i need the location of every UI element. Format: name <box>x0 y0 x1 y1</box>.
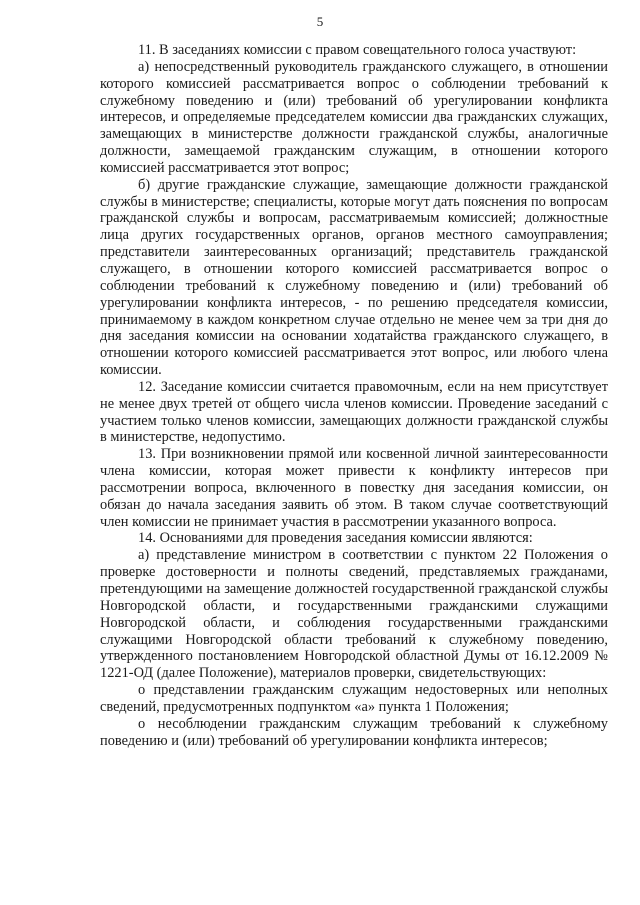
paragraph-13: 13. При возникновении прямой или косвенной личной заинтересованности члена комиссии, которая может привести к конфликту интересов при рассмотрении вопроса, включенного в повестку дня заседания комиссии, он обязан до начала заседания заявить об этом. В таком случае соответствующий член комиссии не принимает участия в рассмотрении указанного вопроса. <box>100 446 608 530</box>
paragraph-11: 11. В заседаниях комиссии с правом совещательного голоса участвуют: <box>138 42 577 58</box>
paragraph-14a: а) представление министром в соответствии с пунктом 22 Положения о проверке достоверности и полноты сведений, представляемых гражданами, претендующими на замещение должностей государственной гражданской службы Новгородской области, и государственными гражданскими служащими Новгородской области, и соблюдения государственными гражданскими служащими Новгородской области требований к служебному поведению, утвержденного постановлением Новгородской областной Думы от 16.12.2009 № 1221-ОД (далее Положение), материалов проверки, свидетельствующих: <box>100 547 608 682</box>
paragraph-11b: б) другие гражданские служащие, замещающие должности гражданской службы в министерстве; специалисты, которые могут дать пояснения по вопросам гражданской службы и вопросам, рассматриваемым комиссией; должностные лица других государственных органов, органов местного самоуправления; представители заинтересованных организаций; представитель гражданской служащего, в отношении которого комиссией рассматривается вопрос о соблюдении требований к служебному поведению и (или) требований об урегулировании конфликта интересов, - по решению председателя комиссии, принимаемому в каждом конкретном случае отдельно не менее чем за три дня до дня заседания комиссии на основании ходатайства гражданского служащего, в отношении которого комиссией рассматривается этот вопрос, или любого члена комиссии. <box>100 176 608 379</box>
page-number: 5 <box>316 14 324 29</box>
paragraph-12: 12. Заседание комиссии считается правомочным, если на нем присутствует не менее двух третей от общего числа членов комиссии. Проведение заседаний с участием только членов комиссии, замещающих должности гражданской службы в министерстве, недопустимо. <box>100 378 608 446</box>
paragraph-14a-item-1: о представлении гражданским служащим недостоверных или неполных сведений, предусмотренных подпунктом «а» пункта 1 Положения; <box>100 682 608 715</box>
paragraph-11a: а) непосредственный руководитель гражданского служащего, в отношении которого комиссией рассматривается вопрос о соблюдении требований к служебному поведению и (или) требований об урегулировании конфликта интересов, и определяемые председателем комиссии два гражданских служащих, замещающих в министерстве должности гражданской службы, аналогичные должности, замещаемой гражданским служащим, в отношении которого комиссией рассматривается этот вопрос; <box>100 58 608 176</box>
paragraph-14a-item-2: о несоблюдении гражданским служащим требований к служебному поведению и (или) требований об урегулировании конфликта интересов; <box>100 715 608 749</box>
document-body <box>100 42 608 749</box>
paragraph-14: 14. Основаниями для проведения заседания комиссии являются: <box>138 530 533 547</box>
